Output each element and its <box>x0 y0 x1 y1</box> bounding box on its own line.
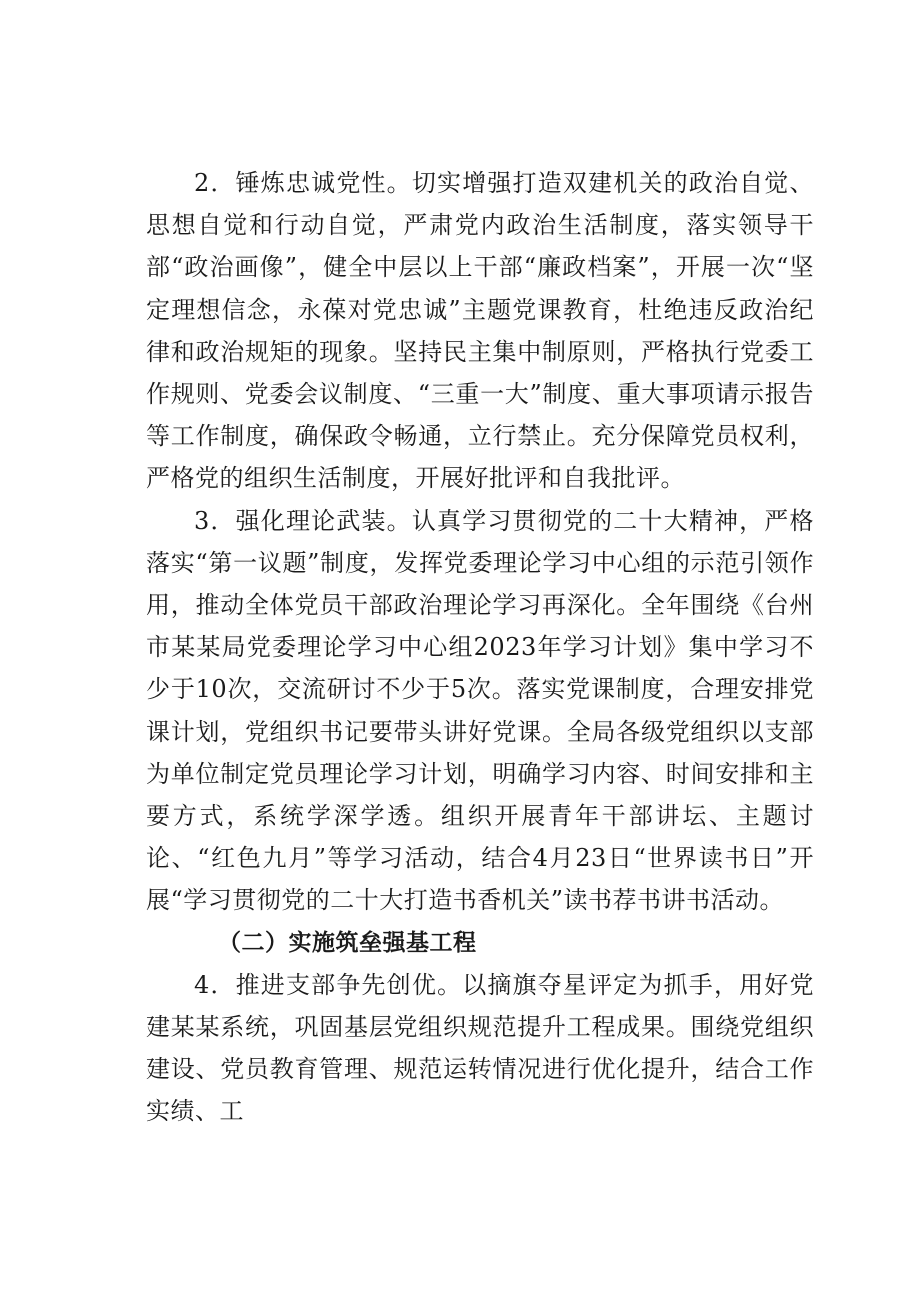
document-body <box>146 162 814 1133</box>
paragraph-3: 3．强化理论武装。认真学习贯彻党的二十大精神，严格落实“第一议题”制度，发挥党委理论学习中心组的示范引领作用，推动全体党员干部政治理论学习再深化。全年围绕《台州市某某局党委理论学习中心组2023年学习计划》集中学习不少于10次，交流研讨不少于5次。落实党课制度，合理安排党课计划，党组织书记要带头讲好党课。全局各级党组织以支部为单位制定党员理论学习计划，明确学习内容、时间安排和主要方式，系统学深学透。组织开展青年干部讲坛、主题讨论、“红色九月”等学习活动，结合4月23日“世界读书日”开展“学习贯彻党的二十大打造书香机关”读书荐书讲书活动。 <box>146 506 814 915</box>
section-heading: （二）实施筑垒强基工程 <box>218 929 477 956</box>
paragraph-4: 4．推进支部争先创优。以摘旗夺星评定为抓手，用好党建某某系统，巩固基层党组织规范提升工程成果。围绕党组织建设、党员教育管理、规范运转情况进行优化提升，结合工作实绩、工 <box>146 970 814 1126</box>
paragraph-2: 2．锤炼忠诚党性。切实增强打造双建机关的政治自觉、思想自觉和行动自觉，严肃党内政治生活制度，落实领导干部“政治画像”，健全中层以上干部“廉政档案”，开展一次“坚定理想信念，永葆对党忠诚”主题党课教育，杜绝违反政治纪律和政治规矩的现象。坚持民主集中制原则，严格执行党委工作规则、党委会议制度、“三重一大”制度、重大事项请示报告等工作制度，确保政令畅通，立行禁止。充分保障党员权利，严格党的组织生活制度，开展好批评和自我批评。 <box>146 169 814 493</box>
